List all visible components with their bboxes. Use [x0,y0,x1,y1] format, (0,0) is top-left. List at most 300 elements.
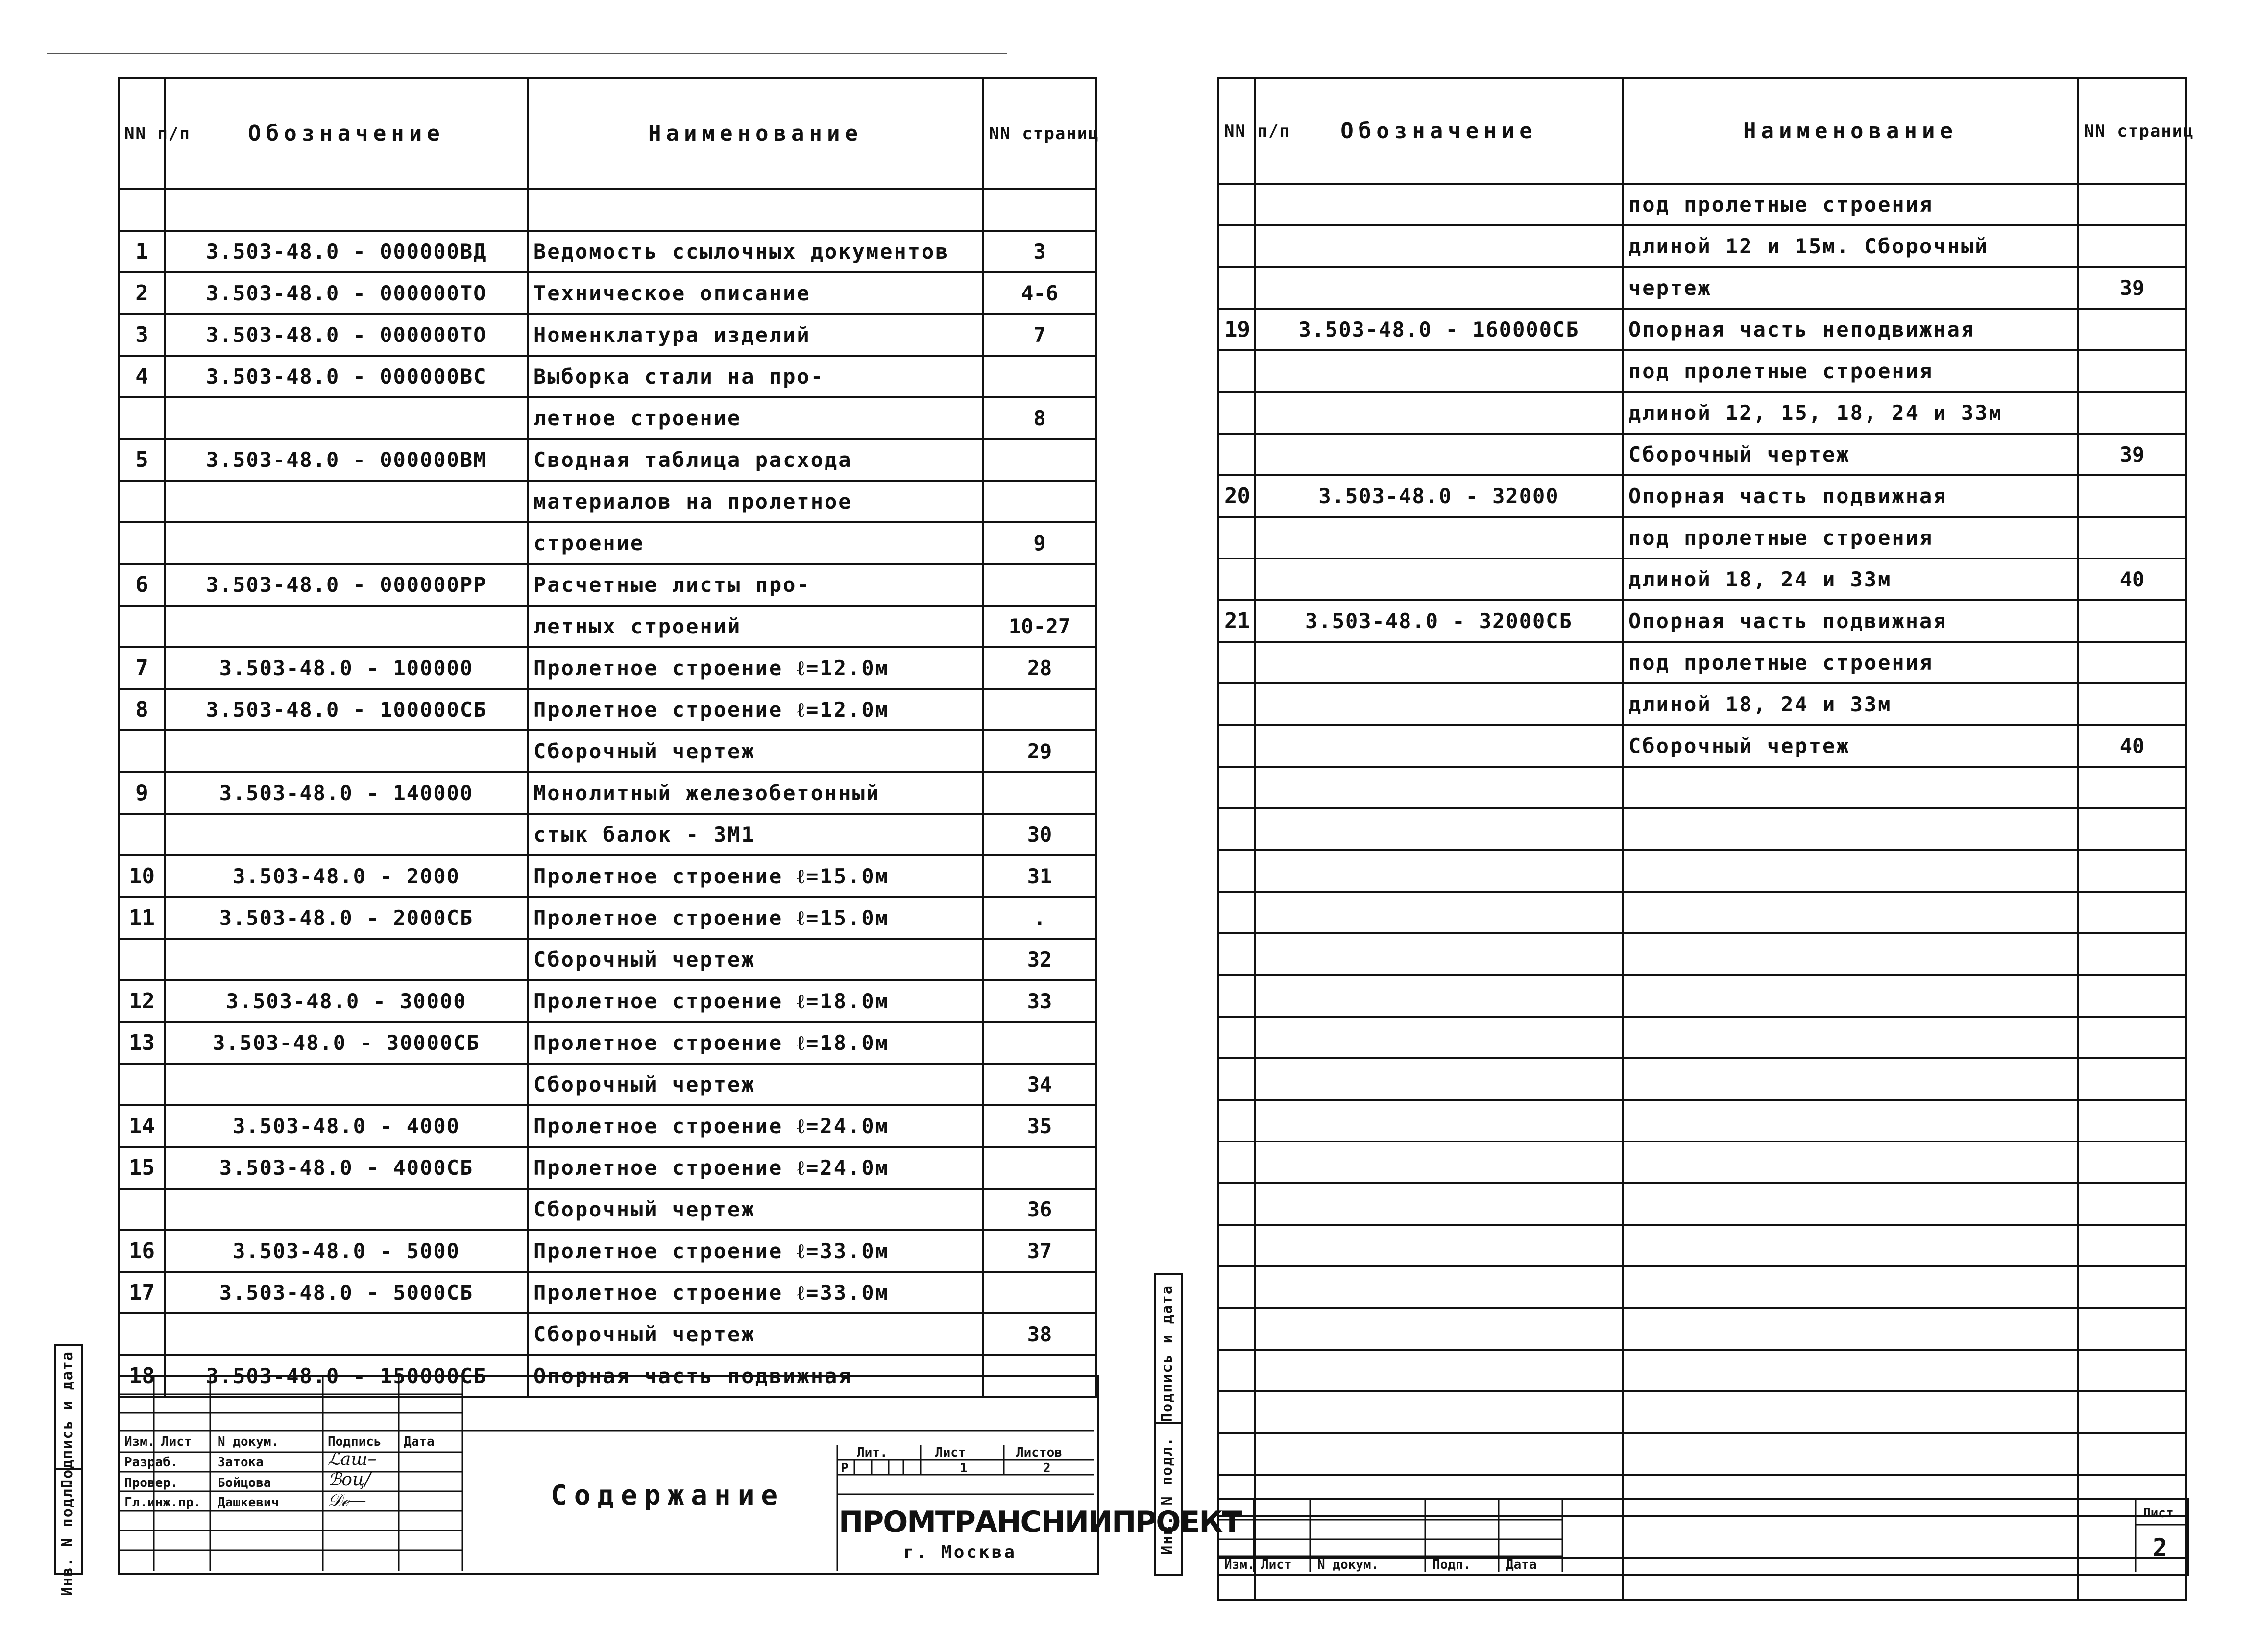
row-page [2078,225,2186,267]
row-page [2078,1391,2186,1433]
row-title [1623,1266,2078,1308]
row-title: Сборочный чертеж [1623,434,2078,475]
row-designation: 3.503-48.0 - 2000СБ [165,897,528,939]
row-designation [1255,642,1623,683]
row-number: 6 [119,564,165,606]
row-number: 8 [119,689,165,730]
row-page [2078,309,2186,350]
signature-prover: ℬоц/ [328,1470,371,1490]
row-number [1218,225,1255,267]
row-number: 19 [1218,309,1255,350]
row-designation: 3.503-48.0 - 30000СБ [165,1022,528,1064]
row-page [2078,1266,2186,1308]
row-number [1218,683,1255,725]
row-number: 18 [119,1355,165,1397]
row-number: 16 [119,1230,165,1272]
row-title: Сборочный чертеж [528,1189,983,1230]
row-page: 8 [983,397,1096,439]
row-designation [1255,767,1623,808]
row-title: длиной 18, 24 и 33м [1623,683,2078,725]
row-page [2078,1225,2186,1266]
row-designation [1255,808,1623,850]
table-row [1218,309,2186,350]
table-row [119,314,1096,356]
row-designation: 3.503-48.0 - 2000 [165,855,528,897]
table-row [119,939,1096,980]
table-row [1218,767,2186,808]
row-designation [1255,1017,1623,1058]
row-page [2078,933,2186,975]
row-page [2078,1183,2186,1225]
row-designation: 3.503-48.0 - 5000 [165,1230,528,1272]
row-title: Пролетное строение ℓ=18.0м [528,1022,983,1064]
side-stamp [1154,1273,1183,1576]
table-row [1218,184,2186,225]
row-page [2078,184,2186,225]
row-title: Опорная часть подвижная [1623,600,2078,642]
stamp-glinzh-name: Дашкевич [218,1495,279,1510]
row-designation [1255,975,1623,1017]
table-row [119,522,1096,564]
row-number: 2 [119,272,165,314]
row-page [2078,350,2186,392]
row-title: Номенклатура изделий [528,314,983,356]
table-header [1218,78,2186,184]
table-row [119,814,1096,855]
table-row [1218,1308,2186,1350]
row-number [1218,1142,1255,1183]
row-title [1623,850,2078,892]
row-number [1218,1100,1255,1142]
row-title: Пролетное строение ℓ=24.0м [528,1147,983,1189]
row-designation [165,481,528,522]
row-page [2078,1142,2186,1183]
table-row [1218,559,2186,600]
table-row [1218,975,2186,1017]
table-row [1218,1017,2186,1058]
row-number [119,1189,165,1230]
stamp-list-value: 1 [960,1461,968,1476]
row-number [1218,1058,1255,1100]
row-title [1623,1225,2078,1266]
table-row [1218,1391,2186,1433]
row-title: Пролетное строение ℓ=18.0м [528,980,983,1022]
table-row [1218,725,2186,767]
row-title: стык балок - ЗМ1 [528,814,983,855]
row-designation: 3.503-48.0 - 100000СБ [165,689,528,730]
stamp-prover-role: Провер. [124,1476,178,1490]
stamp-ndoc: N докум. [218,1434,279,1449]
row-designation [1255,725,1623,767]
row-number [1218,892,1255,933]
row-number [119,814,165,855]
row-title [1623,1017,2078,1058]
row-designation [1255,1433,1623,1475]
table-row [119,1313,1096,1355]
row-page: 33 [983,980,1096,1022]
row-number: 4 [119,356,165,397]
stamp-prover-name: Бойцова [218,1476,271,1490]
table-row [119,1147,1096,1189]
row-number [1218,767,1255,808]
organization-city: г. Москва [903,1542,1017,1562]
row-number: 15 [119,1147,165,1189]
row-page: 9 [983,522,1096,564]
table-row [1218,642,2186,683]
row-title [528,189,983,231]
table-row [1218,1100,2186,1142]
table-row [1218,600,2186,642]
sheet-2 [1159,77,2194,1586]
table-row [119,647,1096,689]
row-designation [1255,1183,1623,1225]
stamp-list: Лист [1261,1557,1292,1572]
row-number [119,606,165,647]
row-title: Пролетное строение ℓ=33.0м [528,1272,983,1313]
row-number [119,730,165,772]
row-number [1218,517,1255,559]
stamp-lit-value: Р [841,1461,849,1476]
row-page [2078,642,2186,683]
stamp-list: Лист [161,1434,192,1449]
row-designation [1255,1391,1623,1433]
row-number [1218,267,1255,309]
table-row [119,439,1096,481]
row-number: 20 [1218,475,1255,517]
row-number [1218,559,1255,600]
row-designation [1255,850,1623,892]
row-page [2078,1350,2186,1391]
stamp-ndoc: N докум. [1317,1557,1379,1572]
row-number [1218,933,1255,975]
row-page [2078,1058,2186,1100]
table-row [1218,683,2186,725]
row-number: 10 [119,855,165,897]
row-designation: 3.503-48.0 - 000000ВС [165,356,528,397]
row-page [2078,808,2186,850]
row-page: 38 [983,1313,1096,1355]
row-title: Сводная таблица расхода [528,439,983,481]
row-title: Техническое описание [528,272,983,314]
row-designation: 3.503-48.0 - 32000 [1255,475,1623,517]
row-designation: 3.503-48.0 - 4000СБ [165,1147,528,1189]
row-page [2078,600,2186,642]
row-number [1218,975,1255,1017]
row-title: Пролетное строение ℓ=33.0м [528,1230,983,1272]
row-number [119,481,165,522]
row-designation [1255,392,1623,434]
side-stamp [54,1344,83,1596]
row-designation [1255,350,1623,392]
row-title: Опорная часть неподвижная [1623,309,2078,350]
row-page: 40 [2078,725,2186,767]
header-num: NN п/п [1218,78,1255,184]
row-title [1623,1100,2078,1142]
table-row [1218,933,2186,975]
row-number: 21 [1218,600,1255,642]
row-number [1218,1017,1255,1058]
table-row [1218,1433,2186,1475]
row-designation [1255,1308,1623,1350]
row-designation [165,522,528,564]
row-title: Пролетное строение ℓ=12.0м [528,689,983,730]
stamp-podp: Подп. [1432,1557,1471,1572]
row-number [119,939,165,980]
row-number: 13 [119,1022,165,1064]
stamp-listov: Листов [1016,1445,1062,1460]
stamp-izm: Изм. [1224,1557,1255,1572]
row-designation [165,606,528,647]
row-title: летное строение [528,397,983,439]
organization-name: ПРОМТРАНСНИИПРОЕКТ [839,1505,1241,1539]
row-number [1218,1308,1255,1350]
row-designation [165,397,528,439]
row-number [1218,434,1255,475]
row-title [1623,892,2078,933]
row-page [983,356,1096,397]
header-page: NN страниц [2078,78,2186,184]
document-title: Содержание [551,1480,785,1511]
row-designation: 3.503-48.0 - 000000ТО [165,314,528,356]
row-title: строение [528,522,983,564]
row-number [119,189,165,231]
row-page [983,1272,1096,1313]
table-row [1218,434,2186,475]
table-row [119,564,1096,606]
table-row [1218,475,2186,517]
row-page [983,481,1096,522]
table-row [1218,1183,2186,1225]
header-code: Обозначение [165,78,528,189]
row-designation [1255,683,1623,725]
row-number [1218,1266,1255,1308]
table-row [119,1022,1096,1064]
row-page: 7 [983,314,1096,356]
row-number: 17 [119,1272,165,1313]
row-number: 1 [119,231,165,272]
row-designation [165,814,528,855]
row-designation: 3.503-48.0 - 160000СБ [1255,309,1623,350]
row-designation [165,1313,528,1355]
row-page: 28 [983,647,1096,689]
row-page [983,772,1096,814]
row-designation [1255,184,1623,225]
row-title [1623,1350,2078,1391]
table-row [119,1105,1096,1147]
table-row [119,980,1096,1022]
row-title [1623,1183,2078,1225]
row-title: Опорная часть подвижная [528,1355,983,1397]
table-row [1218,1225,2186,1266]
row-number: 7 [119,647,165,689]
row-page [2078,1017,2186,1058]
row-title: под пролетные строения [1623,350,2078,392]
header-code: Обозначение [1255,78,1623,184]
row-title [1623,1433,2078,1475]
stamp-razrab-name: Затока [218,1455,264,1470]
stamp-lit: Лит. [857,1445,888,1460]
row-page: 35 [983,1105,1096,1147]
row-title: Сборочный чертеж [1623,725,2078,767]
row-number [1218,808,1255,850]
row-page [2078,392,2186,434]
stamp-izm: Изм. [124,1434,155,1449]
row-title: Сборочный чертеж [528,1064,983,1105]
row-page: 3 [983,231,1096,272]
table-row [1218,225,2186,267]
table-row [1218,892,2186,933]
row-designation [165,189,528,231]
table-row [1218,808,2186,850]
row-page: 36 [983,1189,1096,1230]
title-block-grid [120,1377,1094,1571]
row-page [2078,975,2186,1017]
row-number [119,397,165,439]
row-title [1623,933,2078,975]
table-row [119,1064,1096,1105]
side-podpis-data: Подпись и дата [59,1351,76,1488]
scan-top-rule [47,53,1007,54]
contents-table [118,77,1097,1398]
row-designation [1255,559,1623,600]
row-title: Ведомость ссылочных документов [528,231,983,272]
row-title: Пролетное строение ℓ=15.0м [528,897,983,939]
row-designation: 3.503-48.0 - 30000 [165,980,528,1022]
row-designation [1255,1266,1623,1308]
row-designation [165,1064,528,1105]
stamp-data: Дата [404,1434,435,1449]
table-row [119,772,1096,814]
header-num: NN п/п [119,78,165,189]
row-page: 30 [983,814,1096,855]
row-designation [1255,225,1623,267]
row-designation [165,939,528,980]
table-row [1218,1142,2186,1183]
row-title: под пролетные строения [1623,642,2078,683]
stamp-list-label: Лист [935,1445,966,1460]
table-row [1218,850,2186,892]
row-title: материалов на пролетное [528,481,983,522]
row-number: 14 [119,1105,165,1147]
stamp-podp: Подпись [328,1434,382,1449]
row-number [1218,850,1255,892]
table-row [1218,1266,2186,1308]
row-page [983,564,1096,606]
row-title: под пролетные строения [1623,517,2078,559]
row-page [2078,1433,2186,1475]
row-designation [1255,933,1623,975]
stamp-list-label: Лист [2143,1506,2174,1521]
table-header [119,78,1096,189]
row-title: длиной 12, 15, 18, 24 и 33м [1623,392,2078,434]
row-title: Сборочный чертеж [528,939,983,980]
row-number: 5 [119,439,165,481]
header-name: Наименование [528,78,983,189]
row-page [2078,850,2186,892]
row-designation: 3.503-48.0 - 150000СБ [165,1355,528,1397]
table-row [119,1189,1096,1230]
row-page: 39 [2078,434,2186,475]
row-page: 32 [983,939,1096,980]
stamp-data: Дата [1506,1557,1537,1572]
table-row [119,689,1096,730]
row-number [1218,725,1255,767]
table-row [119,356,1096,397]
row-title: Пролетное строение ℓ=15.0м [528,855,983,897]
signature-razrab: ℒаш– [328,1449,377,1469]
stamp-glinzh-role: Гл.инж.пр. [124,1495,201,1510]
row-title: Пролетное строение ℓ=24.0м [528,1105,983,1147]
row-title: под пролетные строения [1623,184,2078,225]
row-number [119,1064,165,1105]
row-title: летных строений [528,606,983,647]
row-designation: 3.503-48.0 - 100000 [165,647,528,689]
row-designation [1255,1350,1623,1391]
row-page: 10-27 [983,606,1096,647]
stamp-listov-value: 2 [1043,1461,1051,1476]
row-title: Монолитный железобетонный [528,772,983,814]
row-page [983,1147,1096,1189]
row-page [983,439,1096,481]
contents-table [1217,77,2194,1601]
row-page: 40 [2078,559,2186,600]
row-title: Расчетные листы про- [528,564,983,606]
row-number: 9 [119,772,165,814]
table-row [1218,392,2186,434]
row-title [1623,975,2078,1017]
table-row [119,1230,1096,1272]
row-page: 4-6 [983,272,1096,314]
row-designation: 3.503-48.0 - 000000РР [165,564,528,606]
row-designation [1255,434,1623,475]
row-number [1218,392,1255,434]
row-title [1623,1308,2078,1350]
row-number [1218,1183,1255,1225]
row-page: 34 [983,1064,1096,1105]
row-page: 39 [2078,267,2186,309]
row-number [1218,1350,1255,1391]
row-title: Опорная часть подвижная [1623,475,2078,517]
row-title: чертеж [1623,267,2078,309]
table-row [1218,267,2186,309]
side-inv-podl: Инв. N подл. [1159,1436,1176,1555]
table-row [119,606,1096,647]
row-page: 37 [983,1230,1096,1272]
row-page [2078,1308,2186,1350]
row-page [983,689,1096,730]
row-designation: 3.503-48.0 - 000000ВД [165,231,528,272]
row-number [1218,1433,1255,1475]
table-row [119,481,1096,522]
table-row [119,730,1096,772]
table-row [1218,1350,2186,1391]
row-number: 3 [119,314,165,356]
row-page: 29 [983,730,1096,772]
row-page [2078,517,2186,559]
header-name: Наименование [1623,78,2078,184]
row-title: длиной 18, 24 и 33м [1623,559,2078,600]
row-title [1623,808,2078,850]
stamp-razrab-role: Разраб. [124,1455,178,1470]
row-page [2078,683,2186,725]
table-row [119,1272,1096,1313]
stamp-list-value: 2 [2153,1533,2168,1562]
side-podpis-data: Подпись и дата [1159,1285,1176,1422]
row-designation: 3.503-48.0 - 32000СБ [1255,600,1623,642]
row-number [119,1313,165,1355]
header-page: NN страниц [983,78,1096,189]
row-designation [1255,1058,1623,1100]
